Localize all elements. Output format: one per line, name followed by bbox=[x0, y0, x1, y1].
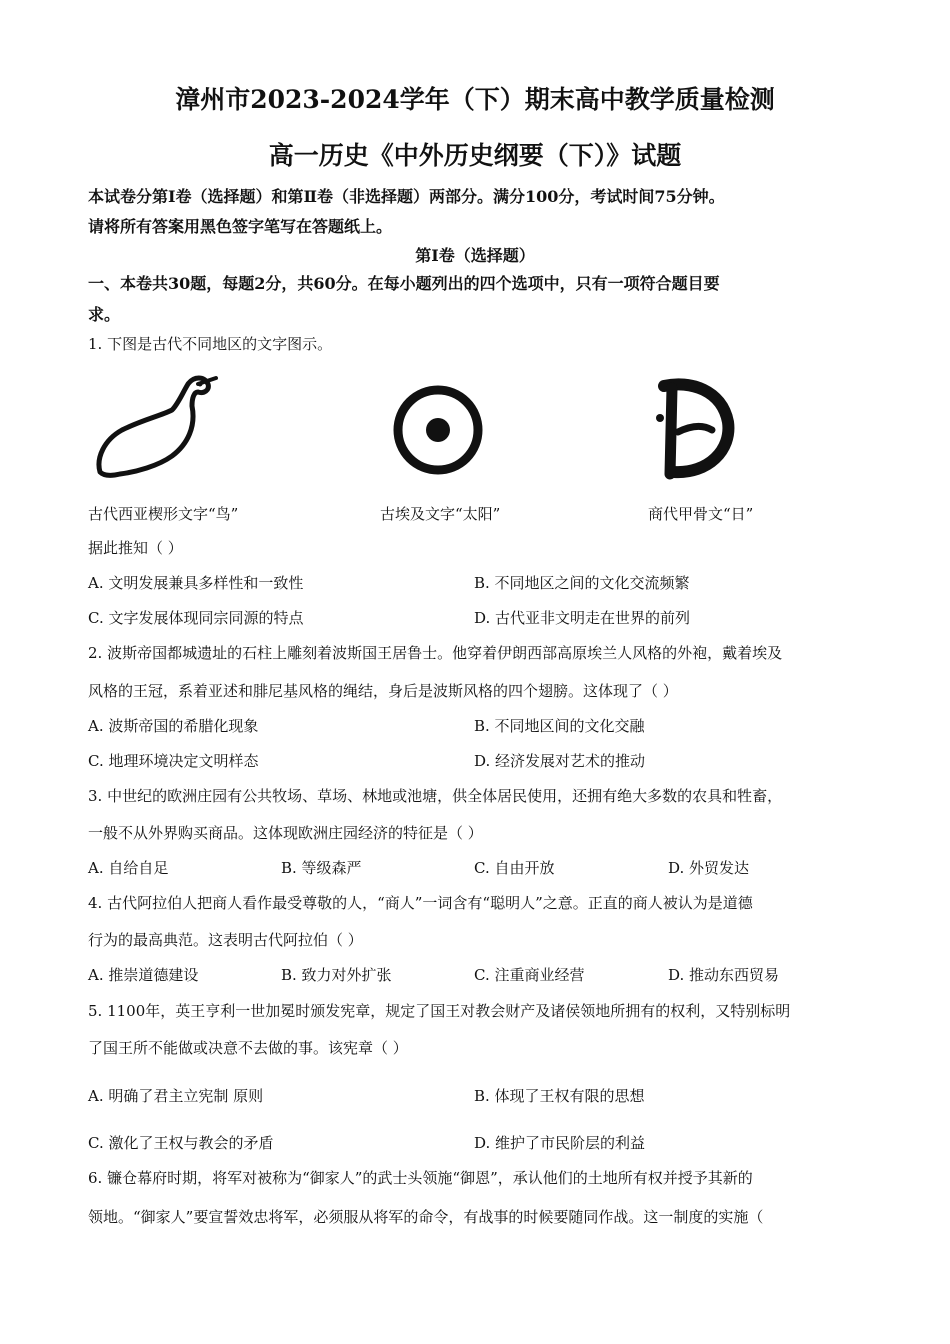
q3-option-d[interactable]: D. 外贸发达 bbox=[668, 859, 750, 877]
q2-option-d[interactable]: D. 经济发展对艺术的推动 bbox=[474, 752, 646, 770]
figure-caption-ri: 商代甲骨文“日” bbox=[648, 505, 754, 523]
section-desc-line-2: 求。 bbox=[88, 305, 121, 324]
q2-option-b[interactable]: B. 不同地区间的文化交融 bbox=[474, 717, 645, 735]
q1-option-b[interactable]: B. 不同地区之间的文化交流频繁 bbox=[474, 574, 690, 592]
bird-glyph-icon bbox=[92, 370, 222, 480]
q5-option-d[interactable]: D. 维护了市民阶层的利益 bbox=[474, 1134, 646, 1152]
q4-option-b[interactable]: B. 致力对外扩张 bbox=[281, 966, 392, 984]
section-desc-line-1: 一、本卷共30题，每题2分，共60分。在每小题列出的四个选项中，只有一项符合题目要 bbox=[88, 274, 720, 293]
q5-stem-line-2: 了国王所不能做或决意不去做的事。该宪章（ ） bbox=[88, 1039, 408, 1057]
q5-option-a[interactable]: A. 明确了君主立宪制 原则 bbox=[88, 1087, 264, 1105]
figure-caption-bird: 古代西亚楔形文字“鸟” bbox=[88, 505, 239, 523]
q3-stem-line-2: 一般不从外界购买商品。这体现欧洲庄园经济的特征是（ ） bbox=[88, 824, 483, 842]
exam-subtitle: 高一历史《中外历史纲要（下）》试题 bbox=[268, 141, 682, 170]
q1-stem: 1. 下图是古代不同地区的文字图示。 bbox=[88, 335, 333, 353]
q4-option-d[interactable]: D. 推动东西贸易 bbox=[668, 966, 780, 984]
q5-option-b[interactable]: B. 体现了王权有限的思想 bbox=[474, 1087, 645, 1105]
q6-stem-line-2: 领地。“御家人”要宣誓效忠将军，必须服从将军的命令，有战事的时候要随同作战。这一制度的实施（ bbox=[88, 1208, 764, 1226]
q2-stem-line-1: 2. 波斯帝国都城遗址的石柱上雕刻着波斯国王居鲁士。他穿着伊朗西部高原埃兰人风格的外袍，戴着埃及 bbox=[88, 644, 783, 662]
figure-caption-sun: 古埃及文字“太阳” bbox=[380, 505, 501, 523]
q4-option-a[interactable]: A. 推崇道德建设 bbox=[88, 966, 199, 984]
q6-stem-line-1: 6. 镰仓幕府时期，将军对被称为“御家人”的武士头领施“御恩”，承认他们的土地所有权并授予其新的 bbox=[88, 1169, 753, 1187]
q4-stem-line-1: 4. 古代阿拉伯人把商人看作最受尊敬的人，“商人”一词含有“聪明人”之意。正直的商人被认为是道德 bbox=[88, 894, 753, 912]
q3-option-c[interactable]: C. 自由开放 bbox=[474, 859, 555, 877]
q2-option-a[interactable]: A. 波斯帝国的希腊化现象 bbox=[88, 717, 259, 735]
q2-option-c[interactable]: C. 地理环境决定文明样态 bbox=[88, 752, 259, 770]
q3-option-b[interactable]: B. 等级森严 bbox=[281, 859, 362, 877]
q2-stem-line-2: 风格的王冠，系着亚述和腓尼基风格的绳结，身后是波斯风格的四个翅膀。这体现了（ ） bbox=[88, 682, 678, 700]
exam-title: 漳州市2023-2024学年（下）期末高中教学质量检测 bbox=[175, 85, 775, 114]
q3-option-a[interactable]: A. 自给自足 bbox=[88, 859, 169, 877]
instructions-line-1: 本试卷分第Ⅰ卷（选择题）和第Ⅱ卷（非选择题）两部分。满分100分，考试时间75分钟。 bbox=[88, 187, 725, 206]
q5-option-c[interactable]: C. 激化了王权与教会的矛盾 bbox=[88, 1134, 274, 1152]
q5-stem-line-1: 5. 1100年，英王亨利一世加冕时颁发宪章，规定了国王对教会财产及诸侯领地所拥有的权利，又特别标明 bbox=[88, 1002, 791, 1020]
oracle-ri-glyph-icon bbox=[650, 378, 740, 482]
q1-after: 据此推知（ ） bbox=[88, 539, 183, 557]
instructions-line-2: 请将所有答案用黑色签字笔写在答题纸上。 bbox=[88, 217, 393, 236]
q1-option-a[interactable]: A. 文明发展兼具多样性和一致性 bbox=[88, 574, 304, 592]
q4-stem-line-2: 行为的最高典范。这表明古代阿拉伯（ ） bbox=[88, 931, 363, 949]
q4-option-c[interactable]: C. 注重商业经营 bbox=[474, 966, 585, 984]
q1-option-d[interactable]: D. 古代亚非文明走在世界的前列 bbox=[474, 609, 691, 627]
section-title: 第Ⅰ卷（选择题） bbox=[415, 246, 535, 265]
sun-glyph-icon bbox=[390, 382, 486, 478]
q1-option-c[interactable]: C. 文字发展体现同宗同源的特点 bbox=[88, 609, 304, 627]
q3-stem-line-1: 3. 中世纪的欧洲庄园有公共牧场、草场、林地或池塘，供全体居民使用，还拥有绝大多数的农具和牲畜， bbox=[88, 787, 783, 805]
